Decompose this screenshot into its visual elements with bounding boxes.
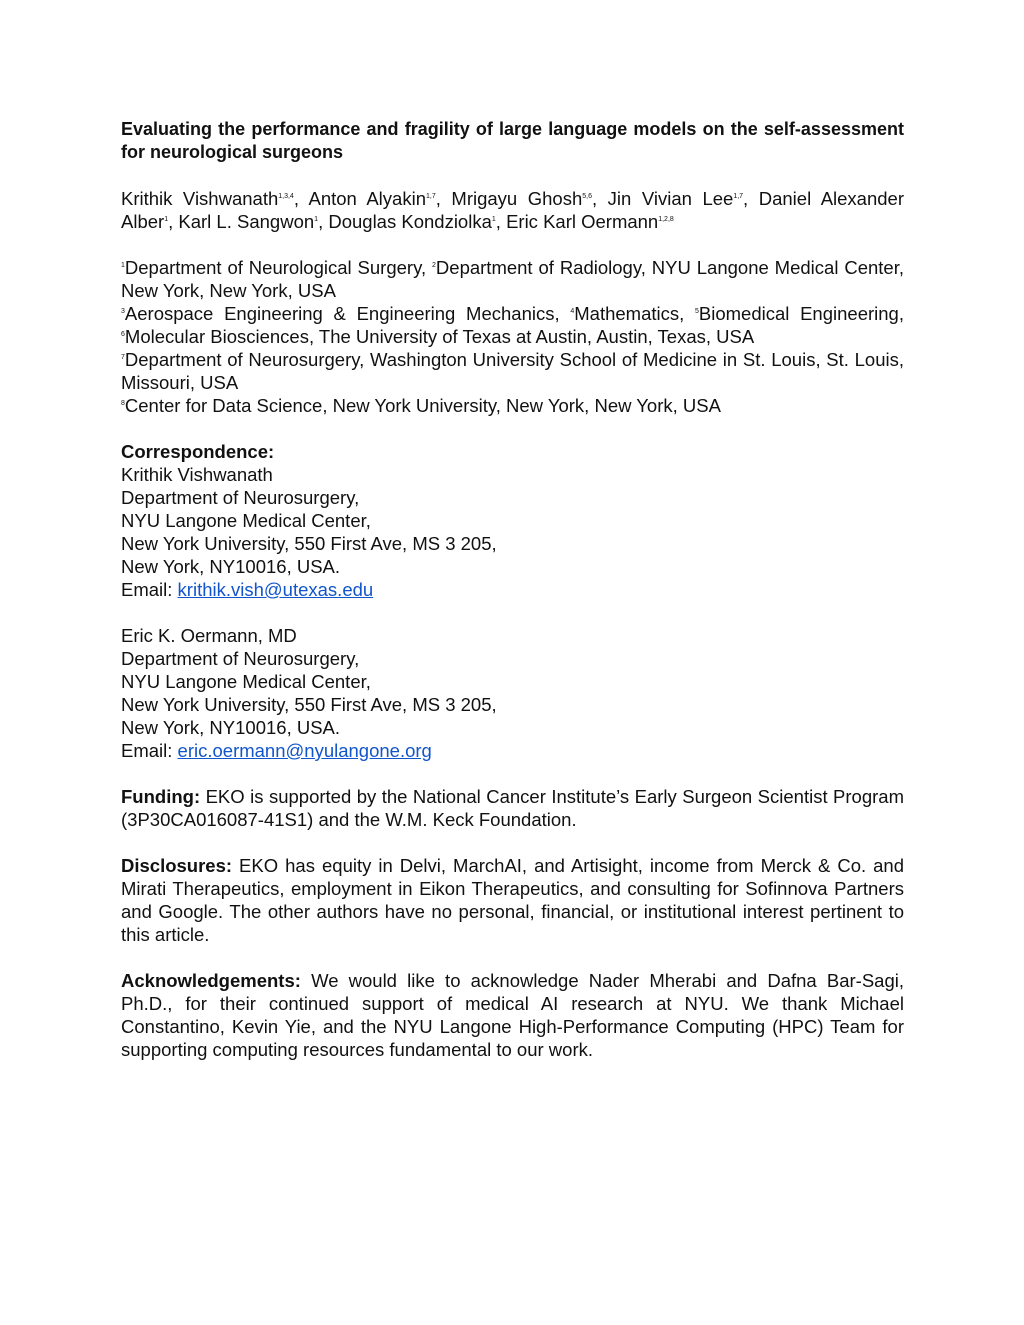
author	[308, 188, 451, 209]
acknowledgements-label: Acknowledgements:	[121, 970, 301, 991]
author-separator: ,	[168, 211, 179, 232]
affiliation-sup: 7	[121, 354, 125, 361]
correspondence-block-2	[121, 624, 904, 762]
contact-city: New York, NY10016, USA.	[121, 717, 341, 738]
affiliation-text: Aerospace Engineering & Engineering Mechanics,	[124, 303, 571, 324]
email-link[interactable]: krithik.vish@utexas.edu	[177, 579, 374, 600]
author-list	[121, 187, 904, 233]
affiliation-text: Department of Neurological Surgery,	[124, 257, 433, 278]
author-name: Anton Alyakin	[308, 188, 426, 209]
affiliation-sup: 4	[570, 308, 575, 315]
contact-address: New York University, 550 First Ave, MS 3 205,	[121, 694, 497, 715]
affiliation-line	[121, 394, 904, 417]
author-separator: ,	[435, 188, 452, 209]
affiliation-sup: 1	[121, 262, 125, 269]
author-affiliation-sup: 1	[164, 216, 169, 223]
contact-name: Eric K. Oermann, MD	[121, 625, 297, 646]
contact-name: Krithik Vishwanath	[121, 464, 273, 485]
contact-department: Department of Neurosurgery,	[121, 487, 360, 508]
author-name: Daniel Alexander Alber	[121, 188, 904, 232]
affiliation-text: Molecular Biosciences, The University of Texas at Austin, Austin, Texas, USA	[124, 326, 755, 347]
contact-email-line	[121, 578, 904, 601]
affiliation-sup: 6	[121, 331, 125, 338]
correspondence-heading: Correspondence:	[121, 441, 275, 462]
paper-title: Evaluating the performance and fragility of large language models on the self-assessment for neurological surgeons	[121, 119, 904, 162]
funding-label: Funding:	[121, 786, 201, 807]
email-link[interactable]: eric.oermann@nyulangone.org	[177, 740, 432, 761]
author	[178, 211, 328, 232]
acknowledgements-paragraph	[121, 969, 904, 1061]
funding-text: EKO is supported by the National Cancer Institute’s Early Surgeon Scientist Program (3P30CA016087-41S1) and the W.M. Keck Foundation.	[121, 786, 904, 830]
affiliation-text: Department of Neurosurgery, Washington University School of Medicine in St. Louis, St. Louis, Missouri, USA	[121, 349, 904, 393]
author	[328, 211, 506, 232]
author-affiliation-sup: 1	[314, 216, 319, 223]
email-label: Email:	[121, 740, 178, 761]
author	[121, 188, 308, 209]
author	[451, 188, 607, 209]
author	[608, 188, 759, 209]
affiliation-line	[121, 256, 904, 302]
author-affiliation-sup: 1,2,8	[658, 216, 674, 223]
author-name: Karl L. Sangwon	[178, 211, 315, 232]
affiliation-line	[121, 302, 904, 348]
correspondence-block	[121, 440, 904, 601]
author	[506, 211, 674, 232]
contact-center: NYU Langone Medical Center,	[121, 510, 371, 531]
disclosures-label: Disclosures:	[121, 855, 233, 876]
disclosures-paragraph	[121, 854, 904, 946]
author-affiliation-sup: 1,7	[425, 193, 436, 200]
acknowledgements-text: We would like to acknowledge Nader Mherabi and Dafna Bar-Sagi, Ph.D., for their continued support of medical AI research at NYU. We thank Michael Constantino, Kevin Yie, and the NYU Langone High-Performance Computing (HPC) Team for supporting computing resources fundamental to our work.	[121, 970, 904, 1060]
author-name: Eric Karl Oermann	[506, 211, 659, 232]
author-separator: ,	[318, 211, 329, 232]
author-name: Douglas Kondziolka	[328, 211, 492, 232]
author-separator: ,	[293, 188, 309, 209]
title-page	[121, 118, 904, 1061]
affiliation-text: Biomedical Engineering,	[698, 303, 904, 324]
contact-department: Department of Neurosurgery,	[121, 648, 360, 669]
contact-city: New York, NY10016, USA.	[121, 556, 341, 577]
author-affiliation-sup: 1,3,4	[278, 193, 294, 200]
contact-email-line	[121, 739, 904, 762]
disclosures-text: EKO has equity in Delvi, MarchAI, and Artisight, income from Merck & Co. and Mirati Therapeutics, employment in Eikon Therapeutics, and consulting for Sofinnova Partners and Google. The other authors have no personal, financial, or institutional interest pertinent to this article.	[121, 855, 904, 945]
affiliation-sup: 8	[121, 400, 125, 407]
affiliation-text: Mathematics,	[574, 303, 695, 324]
affiliations	[121, 256, 904, 417]
email-label: Email:	[121, 579, 178, 600]
affiliation-sup: 5	[694, 308, 699, 315]
affiliation-line	[121, 348, 904, 394]
affiliation-text: Center for Data Science, New York University, New York, New York, USA	[124, 395, 721, 416]
author-name: Jin Vivian Lee	[607, 188, 734, 209]
author-separator: ,	[743, 188, 759, 209]
contact-center: NYU Langone Medical Center,	[121, 671, 371, 692]
author-affiliation-sup: 5,6	[582, 193, 592, 200]
affiliation-sup: 3	[121, 308, 125, 315]
author-separator: ,	[495, 211, 507, 232]
affiliation-sup: 2	[432, 262, 436, 269]
contact-address: New York University, 550 First Ave, MS 3 205,	[121, 533, 497, 554]
author-separator: ,	[591, 188, 608, 209]
author-name: Krithik Vishwanath	[121, 188, 279, 209]
affiliation-text: Department of Radiology, NYU Langone Medical Center, New York, New York, USA	[121, 257, 904, 301]
author-name: Mrigayu Ghosh	[451, 188, 583, 209]
author-affiliation-sup: 1,7	[733, 193, 744, 200]
author-affiliation-sup: 1	[491, 216, 496, 223]
funding-paragraph	[121, 785, 904, 831]
